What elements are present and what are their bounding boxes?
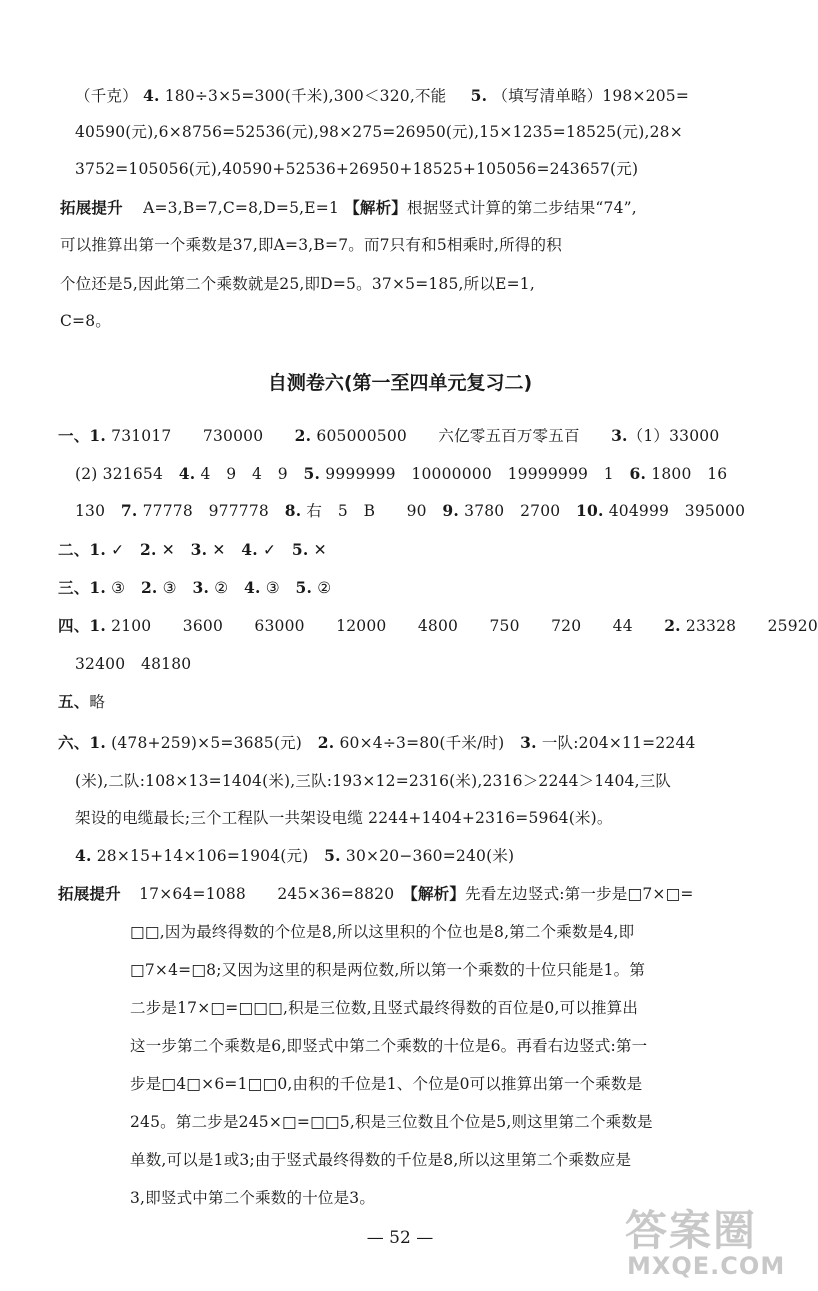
extension-2-line-1: 拓展提升 17×64=1088 245×36=8820 【解析】先看左边竖式:第一步是□7×□=: [58, 884, 694, 903]
s3-line: 三、1. ③ 2. ③ 3. ② 4. ③ 5. ②: [58, 578, 332, 597]
watermark-logo: [625, 1198, 795, 1286]
s1-line-3: 130 7. 77778 977778 8. 右 5 B 90 9. 3780 2700 10. 404999 395000: [75, 501, 746, 520]
top-line-2: 40590(元),6×8756=52536(元),98×275=26950(元),15×1235=18525(元),28×: [75, 123, 683, 141]
extension-2-line-5: 这一步第二个乘数是6,即竖式中第二个乘数的十位是6。再看右边竖式:第一: [130, 1037, 648, 1055]
extension-2-line-6: 步是□4□×6=1□□0,由积的千位是1、个位是0可以推算出第一个乘数是: [130, 1075, 643, 1093]
section-title: 自测卷六(第一至四单元复习二): [267, 372, 533, 394]
s4-line-2: 32400 48180: [75, 655, 192, 673]
watermark-logo-text: 答案圈: [625, 1206, 758, 1255]
extension-2-line-4: 二步是17×□=□□□,积是三位数,且竖式最终得数的百位是0,可以推算出: [130, 999, 639, 1017]
s4-line-1: 四、1. 2100 3600 63000 12000 4800 750 720 44 2. 23328 25920: [58, 616, 818, 635]
top-line-3: 3752=105056(元),40590+52536+26950+18525+105056=243657(元): [75, 160, 639, 178]
extension-2-line-8: 单数,可以是1或3;由于竖式最终得数的千位是8,所以这里第二个乘数应是: [130, 1151, 632, 1169]
s6-line-2: (米),二队:108×13=1404(米),三队:193×12=2316(米),2316＞2244＞1404,三队: [75, 772, 672, 790]
extension-1-line-4: C=8。: [60, 312, 112, 330]
s1-line-2: (2) 321654 4. 4 9 4 9 5. 9999999 10000000 19999999 1 6. 1800 16: [75, 464, 728, 483]
extension-1-line-1: 拓展提升 A=3,B=7,C=8,D=5,E=1 【解析】根据竖式计算的第二步结果“74”,: [60, 198, 637, 217]
page-number: — 52 —: [366, 1228, 434, 1248]
s6-line-4: 4. 28×15+14×106=1904(元) 5. 30×20−360=240(米): [75, 846, 515, 865]
s6-line-1: 六、1. (478+259)×5=3685(元) 2. 60×4÷3=80(千米/时) 3. 一队:204×11=2244: [58, 733, 696, 752]
s2-line: 二、1. ✓ 2. ✕ 3. ✕ 4. ✓ 5. ✕: [58, 540, 327, 559]
extension-2-line-9: 3,即竖式中第二个乘数的十位是3。: [130, 1189, 376, 1207]
extension-1-line-2: 可以推算出第一个乘数是37,即A=3,B=7。而7只有和5相乘时,所得的积: [60, 236, 562, 254]
extension-2-line-2: □□,因为最终得数的个位是8,所以这里积的个位也是8,第二个乘数是4,即: [130, 923, 635, 941]
watermark-domain: MXQE.COM: [627, 1252, 786, 1280]
s6-line-3: 架设的电缆最长;三个工程队一共架设电缆 2244+1404+2316=5964(米)。: [75, 809, 613, 827]
extension-2-line-7: 245。第二步是245×□=□□5,积是三位数且个位是5,则这里第二个乘数是: [130, 1113, 653, 1131]
top-line-1: （千克） 4. 180÷3×5=300(千米),300＜320,不能 5. （填写清单略）198×205=: [75, 86, 690, 105]
s5-line: 五、略: [58, 693, 106, 711]
extension-2-line-3: □7×4=□8;又因为这里的积是两位数,所以第一个乘数的十位只能是1。第: [130, 961, 646, 979]
extension-1-line-3: 个位还是5,因此第二个乘数就是25,即D=5。37×5=185,所以E=1,: [60, 275, 535, 293]
s1-line-1: 一、1. 731017 730000 2. 605000500 六亿零五百万零五百 3.（1）33000: [58, 426, 720, 445]
